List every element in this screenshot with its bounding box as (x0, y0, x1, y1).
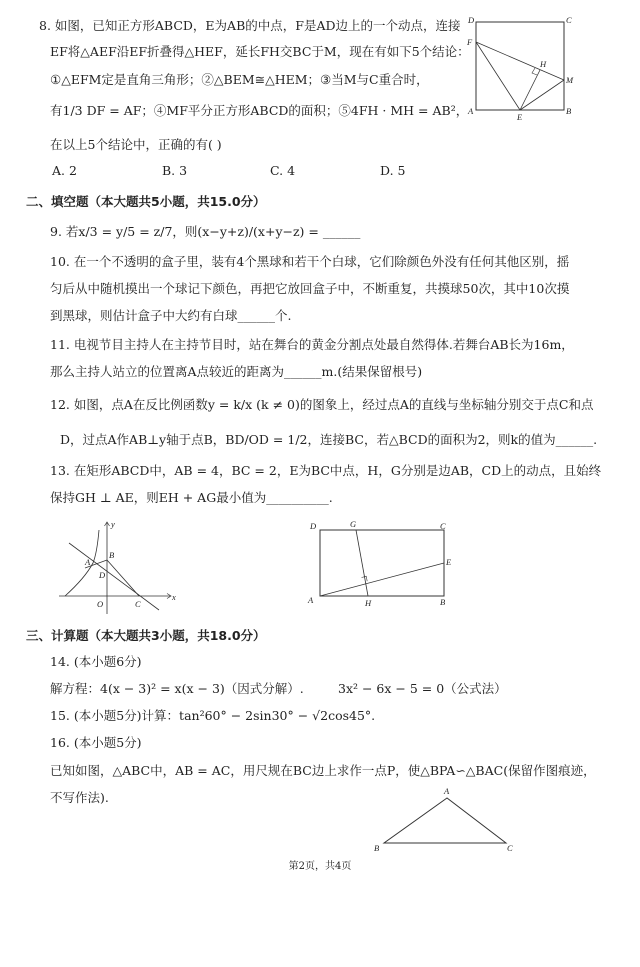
page-footer: 第2页，共4页 (288, 861, 352, 872)
q16-head: 16. (本小题5分) (50, 735, 142, 750)
q12-fig-label-a: A (85, 557, 91, 567)
q8-option-c: C. 4 (270, 163, 296, 178)
q13-fig-label-c: C (440, 521, 446, 531)
q14-equation-2: 3x² − 6x − 5 = 0（公式法） (338, 681, 507, 696)
q13-line2: 保持GH ⊥ AE，则EH + AG最小值为__________. (50, 490, 333, 505)
q8-fig-label-h: H (540, 59, 547, 69)
q9-text: 9. 若x/3 = y/5 = z/7，则(x−y+z)/(x+y−z) = ______ (50, 224, 361, 239)
q12-fig-label-o: O (97, 599, 104, 609)
q14-head: 14. (本小题6分) (50, 654, 142, 669)
q12-coordinate-figure (55, 518, 180, 616)
q8-fig-label-a: A (468, 106, 474, 116)
q8-square-figure (460, 12, 578, 124)
q10-line1: 10. 在一个不透明的盒子里，装有4个黑球和若干个白球，它们除颜色外没有任何其他区别，摇 (50, 254, 570, 269)
q8-fig-label-m: M (566, 75, 574, 85)
q16-fig-label-c: C (507, 843, 513, 853)
q12-fig-label-d: D (99, 570, 106, 580)
q10-line3: 到黑球，则估计盒子中大约有白球______个. (50, 308, 292, 323)
q8-fig-label-d: D (468, 15, 475, 25)
q11-line1: 11. 电视节目主持人在主持节目时，站在舞台的黄金分割点处最自然得体.若舞台AB长为16m， (50, 337, 574, 352)
q13-fig-label-d: D (310, 521, 317, 531)
q8-fig-label-f: F (467, 37, 473, 47)
q13-fig-label-g: G (350, 519, 357, 529)
q13-line1: 13. 在矩形ABCD中，AB = 4，BC = 2，E为BC中点，H，G分别是边AB，CD上的动点，且始终 (50, 463, 602, 478)
section-3-heading: 三、计算题（本大题共3小题，共18.0分） (26, 628, 266, 643)
q16-triangle-figure (370, 784, 520, 856)
q8-line3: ①△EFM定是直角三角形；②△BEM≅△HEM；③当M与C重合时， (50, 72, 429, 87)
q8-fig-label-e: E (517, 112, 523, 122)
q13-fig-label-b: B (440, 597, 446, 607)
q12-fig-label-c: C (135, 599, 141, 609)
q16-fig-label-a: A (444, 786, 450, 796)
q14-equation-1: 解方程：4(x − 3)² = x(x − 3)（因式分解）. (50, 681, 304, 696)
q10-line2: 匀后从中随机摸出一个球记下颜色，再把它放回盒子中，不断重复，共摸球50次，其中10次摸 (50, 281, 570, 296)
q13-fig-label-a: A (308, 595, 314, 605)
section-2-heading: 二、填空题（本大题共5小题，共15.0分） (26, 194, 266, 209)
q8-option-a: A. 2 (52, 163, 77, 178)
q16-fig-label-b: B (374, 843, 380, 853)
q13-fig-label-h: H (365, 598, 372, 608)
q13-rectangle-figure (306, 517, 466, 609)
q12-fig-label-x: x (172, 592, 176, 602)
q12-fig-label-b: B (109, 550, 115, 560)
q12-line2: D，过点A作AB⊥y轴于点B，BD/OD = 1/2，连接BC，若△BCD的面积为2，则k的值为______. (60, 432, 598, 447)
q8-option-b: B. 3 (162, 163, 188, 178)
q12-line1: 12. 如图，点A在反比例函数y = k/x (k ≠ 0)的图象上，经过点A的直线与坐标轴分别交于点C和点 (50, 397, 594, 412)
q15-text: 15. (本小题5分)计算：tan²60° − 2sin30° − √2cos45°. (50, 708, 376, 723)
q11-line2: 那么主持人站立的位置离A点较近的距离为______m.(结果保留根号) (50, 364, 423, 379)
q8-fig-label-b: B (566, 106, 572, 116)
q8-fig-label-c: C (566, 15, 572, 25)
q8-line5: 在以上5个结论中，正确的有( ) (50, 137, 222, 152)
q8-line2: EF将△AEF沿EF折叠得△HEF，延长FH交BC于M，现在有如下5个结论： (50, 44, 470, 59)
q8-option-d: D. 5 (380, 163, 406, 178)
q12-fig-label-y: y (111, 519, 115, 529)
q8-line1: 8. 如图，已知正方形ABCD，E为AB的中点，F是AD边上的一个动点，连接 (39, 18, 461, 33)
q16-line2: 不写作法). (50, 790, 109, 805)
q8-line4: 有1/3 DF = AF；④MF平分正方形ABCD的面积；⑤4FH · MH = AB²， (50, 103, 469, 118)
q13-fig-label-e: E (446, 557, 452, 567)
q16-line1: 已知如图，△ABC中，AB = AC，用尺规在BC边上求作一点P，使△BPA∽△BAC(保留作图痕迹， (50, 763, 596, 778)
